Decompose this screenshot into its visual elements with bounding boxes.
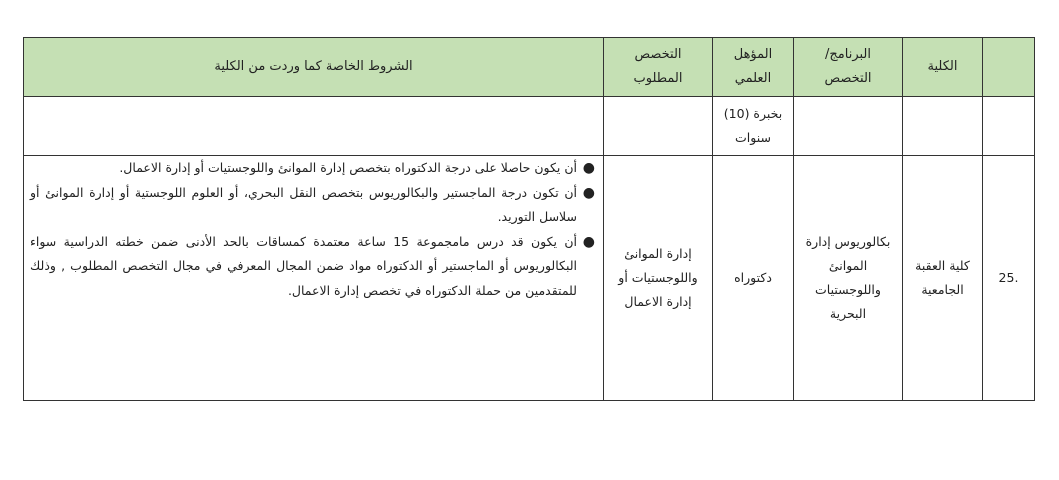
cell-specialization xyxy=(604,97,713,156)
condition-text: أن تكون درجة الماجستير والبكالوريوس بتخصص النقل البحري، أو العلوم اللوجستية أو إدارة الموانئ أو سلاسل التوريد. xyxy=(30,184,577,224)
conditions-list xyxy=(30,156,597,303)
header-row xyxy=(24,38,1035,97)
condition-text: أن يكون قد درس مامجموعة 15 ساعة معتمدة كمساقات بالحد الأدنى ضمن خطته الدراسية سواء البكالوريوس أو الماجستير أو الدكتوراه مواد ضمن المجال المعرفي في مجال التخصص المطلوب , وذلك للمتقدمين من حملة الدكتوراه في تخصص إدارة الاعمال. xyxy=(30,233,577,298)
cell-program xyxy=(794,97,903,156)
cell-conditions xyxy=(24,156,604,401)
condition-item xyxy=(30,181,597,230)
cell-conditions xyxy=(24,97,604,156)
header-num xyxy=(983,38,1035,97)
header-qualification: المؤهل العلمي xyxy=(713,38,794,97)
cell-program: بكالوريوس إدارة الموانئ واللوجستيات البحرية xyxy=(794,156,903,401)
cell-college xyxy=(903,97,983,156)
cell-num xyxy=(983,97,1035,156)
cell-specialization: إدارة الموانئ واللوجستيات أو إدارة الاعمال xyxy=(604,156,713,401)
row-number: 25. xyxy=(998,270,1019,285)
cell-college: كلية العقبة الجامعية xyxy=(903,156,983,401)
cell-qualification: بخبرة (10) سنوات xyxy=(713,97,794,156)
bullet-icon: ● xyxy=(582,233,595,250)
condition-text: أن يكون حاصلا على درجة الدكتوراه بتخصص إدارة الموانئ واللوجستيات أو إدارة الاعمال. xyxy=(119,160,577,175)
condition-item xyxy=(30,230,597,304)
bullet-icon: ● xyxy=(582,184,595,201)
header-conditions: الشروط الخاصة كما وردت من الكلية xyxy=(24,38,604,97)
header-specialization: التخصص المطلوب xyxy=(604,38,713,97)
bullet-icon: ● xyxy=(582,160,595,176)
table-row xyxy=(24,156,1035,401)
requirements-table xyxy=(23,37,1035,401)
cell-qualification: دكتوراه xyxy=(713,156,794,401)
header-program: البرنامج/ التخصص xyxy=(794,38,903,97)
table-row xyxy=(24,97,1035,156)
header-college: الكلية xyxy=(903,38,983,97)
cell-num xyxy=(983,156,1035,401)
condition-item xyxy=(30,156,597,181)
